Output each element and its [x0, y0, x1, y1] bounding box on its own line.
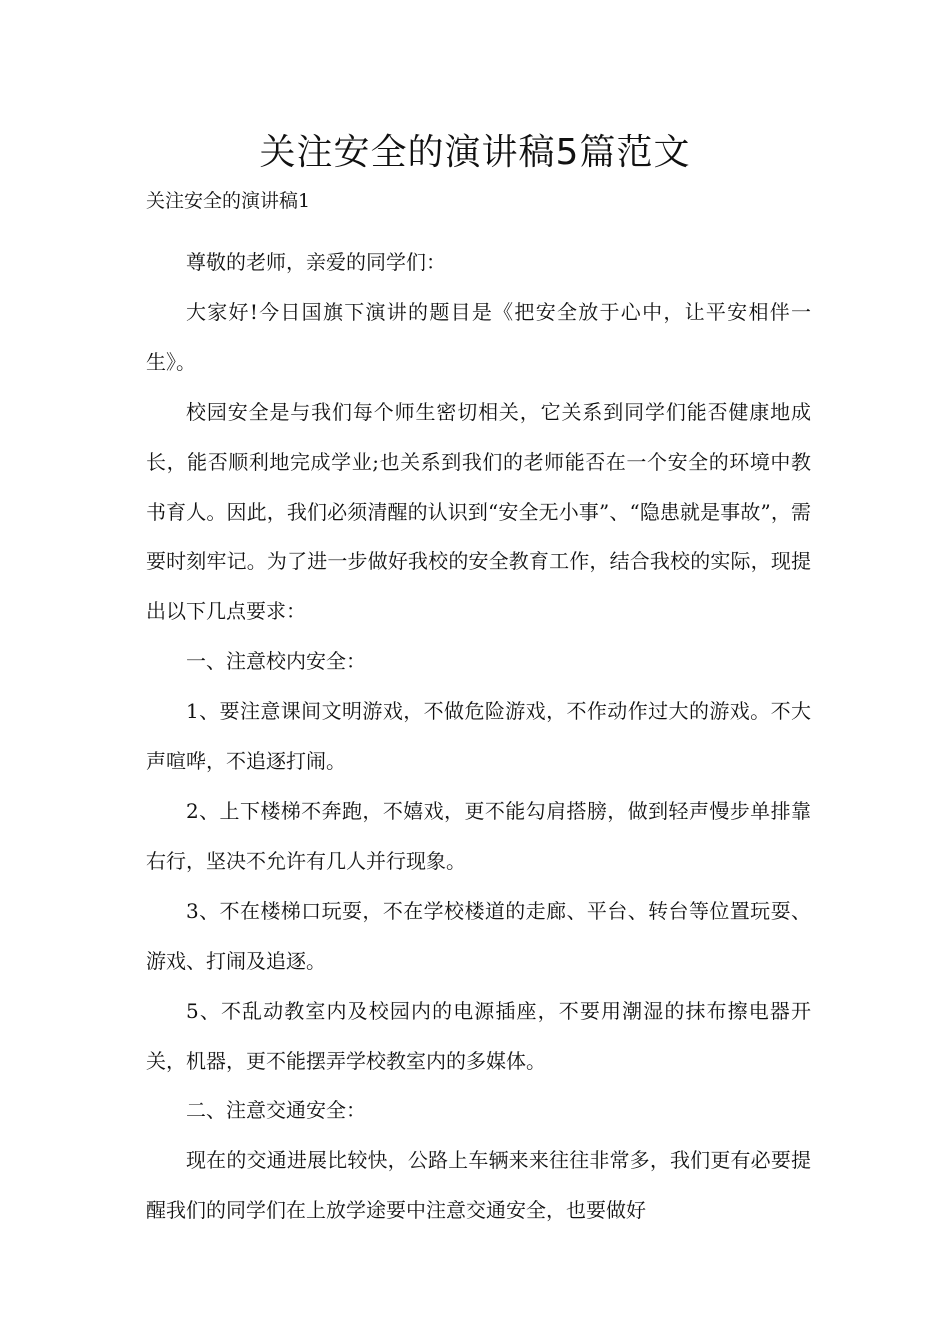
paragraph-intro: 大家好!今日国旗下演讲的题目是《把安全放于心中，让平安相伴一生》。: [146, 299, 811, 374]
document-title: 关注安全的演讲稿5篇范文: [259, 132, 691, 173]
paragraph-rule-3: 3、不在楼梯口玩耍，不在学校楼道的走廊、平台、转台等位置玩耍、游戏、打闹及追逐。: [146, 898, 811, 973]
paragraph-traffic: 现在的交通进展比较快，公路上车辆来来往往非常多，我们更有必要提醒我们的同学们在上放学途要中注意交通安全，也要做好: [146, 1148, 811, 1223]
paragraph-rule-1: 1、要注意课间文明游戏，不做危险游戏，不作动作过大的游戏。不大声喧哗，不追逐打闹。: [146, 699, 811, 774]
paragraph-campus-safety: 校园安全是与我们每个师生密切相关，它关系到同学们能否健康地成长，能否顺利地完成学业;也关系到我们的老师能否在一个安全的环境中教书育人。因此，我们必须清醒的认识到“安全无小事”、“隐患就是事故”，需要时刻牢记。为了进一步做好我校的安全教育工作，结合我校的实际，现提出以下几点要求：: [146, 399, 811, 624]
paragraph-rule-5: 5、不乱动教室内及校园内的电源插座，不要用潮湿的抹布擦电器开关，机器，更不能摆弄学校教室内的多媒体。: [146, 998, 811, 1073]
paragraph-greeting: 尊敬的老师，亲爱的同学们：: [186, 250, 446, 274]
paragraph-rule-2: 2、上下楼梯不奔跑，不嬉戏，更不能勾肩搭膀，做到轻声慢步单排靠右行，坚决不允许有几人并行现象。: [146, 798, 811, 873]
paragraph-section-one-heading: 一、注意校内安全：: [186, 649, 366, 674]
document-body: [146, 238, 811, 1236]
paragraph-section-two-heading: 二、注意交通安全：: [186, 1098, 366, 1123]
section-heading: 关注安全的演讲稿1: [146, 190, 311, 212]
